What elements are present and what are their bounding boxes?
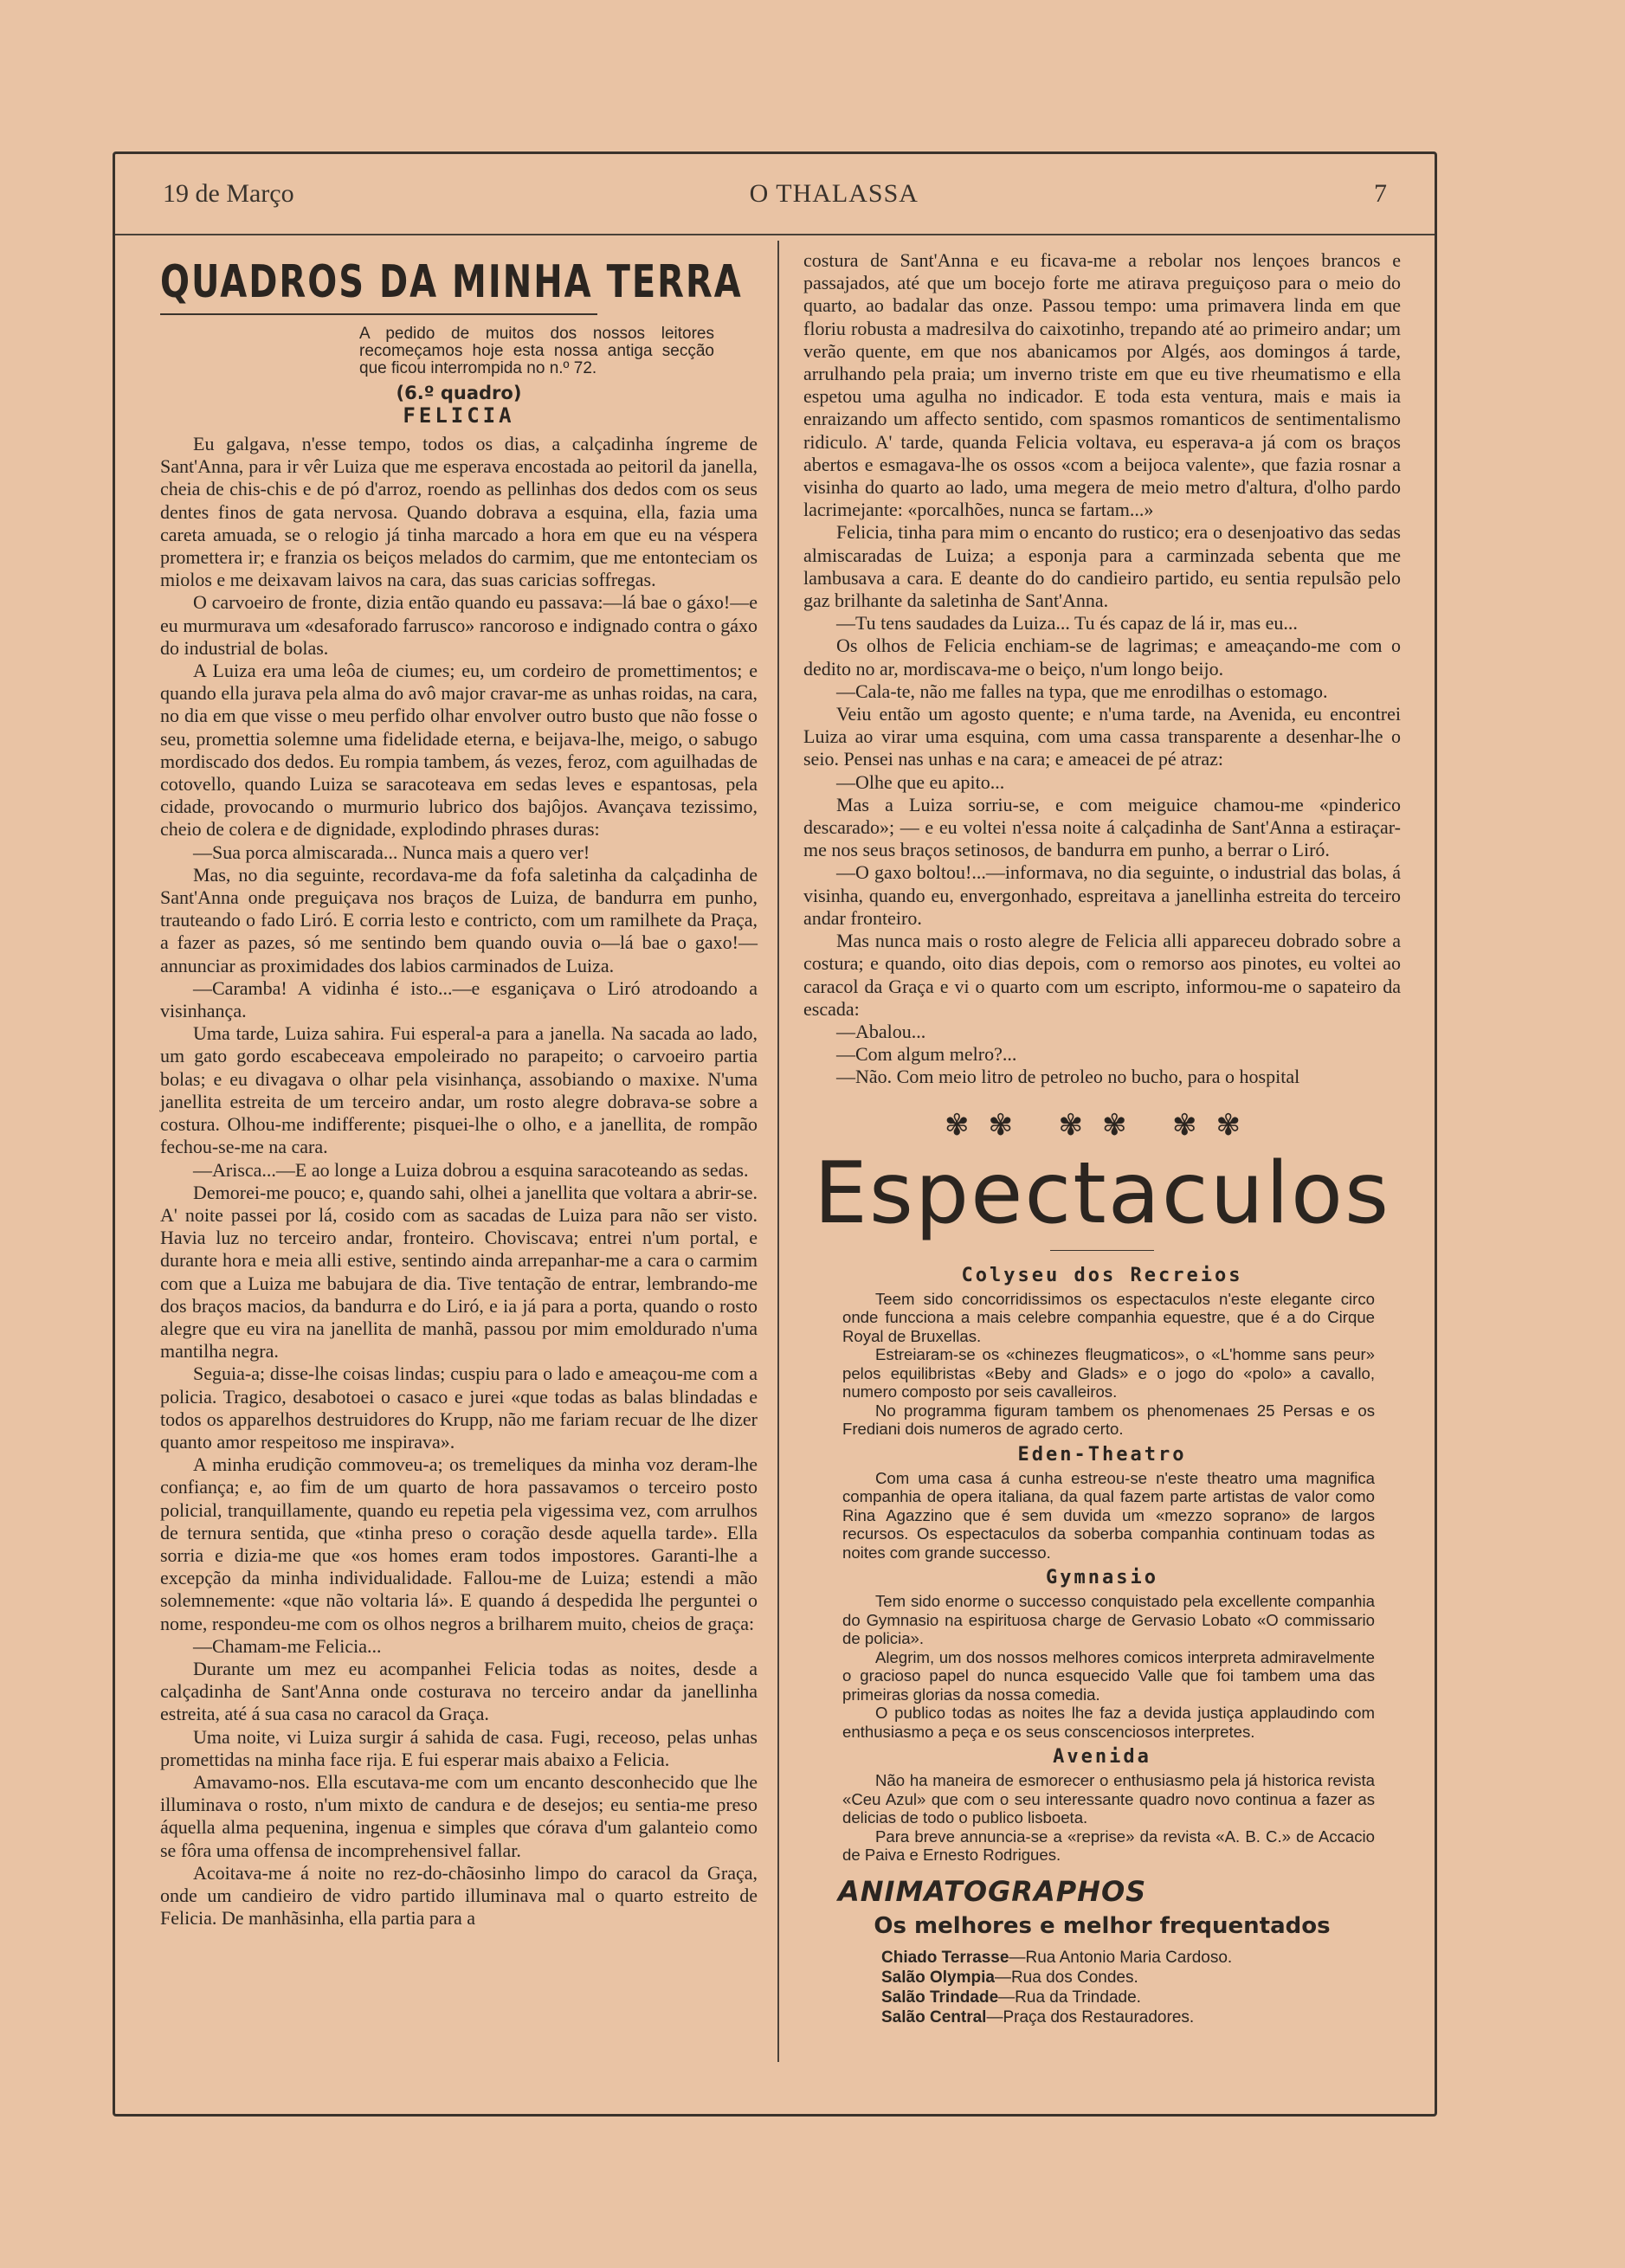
cinema-item bbox=[881, 2007, 1401, 2027]
spectacles-sections bbox=[803, 1265, 1401, 1865]
article-paragraph: Mas, no dia seguinte, recordava-me da fofa saletinha da calçadinha de Sant'Anna onde preguiçava nos braços de Luiza, de bandurra em punho, trauteando o fado Liró. E corria lesto e contricto, com um ramilhete da Praça, a fazer as pazes, só me sentindo bem quando ouvia o—lá bae o gaxo!—annunciar as proximidades dos labios carminados de Luiza. bbox=[160, 863, 758, 976]
article-paragraph: A minha erudição commoveu-a; os tremeliques da minha voz deram-lhe confiança; e, ao fim de um quarto de hora passavamos o terceiro posto policial, tranquillamente, quando eu repetia pela vigessima vez, com arrulhos de ternura sentida, que «tinha preso o coração desde aquella tarde». Ella sorria e dizia-me que «os homes eram todos impostores. Garanti-lhe a excepção da minha individualidade. Fallou-me de Luiza; estendi a mão solemnemente: «que não voltaria lá». E quando á despedida lhe perguntei o nome, respondeu-me com os olhos negros a brilharem muito, cheios de graça: bbox=[160, 1453, 758, 1634]
title-rule bbox=[160, 313, 597, 315]
article-paragraph: Eu galgava, n'esse tempo, todos os dias, a calçadinha íngreme de Sant'Anna, para ir vêr Luiza que me esperava encostada ao peitoril da janella, cheia de chis-chis e de pó d'arroz, roendo as pellinhas dos dedos com os seus dentes finos de gata nervosa. Quando dobrava a esquina, ella, fazia uma careta amuada, se o relogio já tinha marcado a hora em que eu na véspera promettera ir; e franzia os beiços melados do carmim, que me entonteciam os miolos e me deixavam laivos na cara, das suas caricias soffregas. bbox=[160, 433, 758, 591]
article-paragraph: —Olhe que eu apito... bbox=[836, 770, 1005, 793]
article-subtitle: FELICIA bbox=[403, 403, 515, 428]
section-paragraph: Teem sido concorridissimos os espectaculos n'este elegante circo onde funcciona a mais celebre companhia equestre, que é a do Cirque Royal de Bruxellas. bbox=[842, 1289, 1375, 1345]
column-divider bbox=[777, 241, 779, 2062]
article-paragraph: —Cala-te, não me falles na typa, que me enrodilhas o estomago. bbox=[836, 680, 1328, 702]
article-paragraph: —Não. Com meio litro de petroleo no bucho, para o hospital bbox=[836, 1066, 1300, 1088]
article-paragraph: —Caramba! A vidinha é isto...—e esganiçava o Liró atrodoando a visinhança. bbox=[160, 976, 758, 1022]
cinema-address: —Praça dos Restauradores. bbox=[986, 2007, 1195, 2026]
article-paragraph: —Chamam-me Felicia... bbox=[193, 1634, 382, 1657]
cinema-name: Salão Trindade bbox=[881, 1988, 999, 2007]
section-paragraph: Estreiaram-se os «chinezes fleugmaticos», o «L'homme sans peur» pelos equilibristas «Beby and Glads» e o jogo do «polo» a cavallo, numero composto por seis cavalleiros. bbox=[842, 1345, 1375, 1401]
running-header bbox=[115, 154, 1435, 235]
article-part: (6.º quadro) bbox=[396, 383, 522, 403]
section-paragraph: Não ha maneira de esmorecer o enthusiasmo pela já historica revista «Ceu Azul» que com o seu interessante quadro novo continua a fazer as delicias de todo o publico lisboeta. bbox=[842, 1771, 1375, 1827]
spectacles-title: Espectaculos bbox=[813, 1144, 1391, 1243]
spectacles-rule bbox=[1050, 1250, 1154, 1251]
cinema-address: —Rua Antonio Maria Cardoso. bbox=[1009, 1948, 1233, 1967]
cinema-address: —Rua dos Condes. bbox=[994, 1968, 1138, 1987]
section-paragraph: Com uma casa á cunha estreou-se n'este theatro uma magnifica companhia de opera italiana, da qual fazem parte artistas de valor como Rina Agazzino que é sem duvida um «mezzo soprano» de largos recursos. Os espectaculos da soberba companhia continuam todas as noites com grande successo. bbox=[842, 1468, 1375, 1562]
article-paragraph: Durante um mez eu acompanhei Felicia todas as noites, desde a calçadinha de Sant'Anna onde costurava no terceiro andar da janellinha estreita, até á sua casa no caracol da Graça. bbox=[160, 1657, 758, 1725]
article-paragraph: Acoitava-me á noite no rez-do-chãosinho limpo do caracol da Graça, onde um candieiro de vidro partido illuminava mal o quarto estreito de Felicia. De manhãsinha, ella partia para a bbox=[160, 1861, 758, 1930]
article-paragraph: —Arisca...—E ao longe a Luiza dobrou a esquina saracoteando as sedas. bbox=[193, 1158, 749, 1181]
section-paragraph: Alegrim, um dos nossos melhores comicos interpreta admiravelmente o gracioso papel do nunca esquecido Valle que foi tambem uma das primeiras glorias da nossa comedia. bbox=[842, 1647, 1375, 1704]
article-paragraph: costura de Sant'Anna e eu ficava-me a rebolar nos lençoes brancos e passajados, até que um bocejo forte me atirava preguiçoso para o meio do quarto, ao badalar das onze. Passou tempo: uma primavera linda em que floriu robusta a madresilva do caixotinho, trepando até ao primeiro andar; um verão quente, em que nos abanicamos por Algés, aos domingos á tarde, arrulhando pela praia; um inverno triste em que eu tive rheumatismo e ella espetou uma agulha no indicador. E toda esta ventura, mais e mais ia enraizando um affecto sentido, com spasmos romanticos de sentimentalismo ridiculo. A' tarde, quanda Felicia voltava, eu esperava-a já com os braços abertos e esmagava-lhe os ossos «com a beijoca valente», que fazia rosnar a visinha do quarto ao lado, uma megera de meio metro d'altura, d'olho pardo lacrimejante: «porcalhões, nunca se fartam...» bbox=[803, 249, 1401, 521]
section-paragraph: No programma figuram tambem os phenomenaes 25 Persas e os Frediani dois numeros de agrado certo. bbox=[842, 1401, 1375, 1439]
article-paragraph: Mas nunca mais o rosto alegre de Felicia alli appareceu dobrado sobre a costura; e quando, oito dias depois, com o remorso aos pinotes, eu voltei ao caracol da Graça e vi o quarto com um escripto, informou-me o sapateiro da escada: bbox=[803, 930, 1401, 1020]
cinema-item bbox=[881, 1948, 1401, 1968]
cinema-name: Salão Olympia bbox=[881, 1968, 995, 1987]
article-body-left bbox=[160, 433, 758, 1930]
article-paragraph: —Abalou... bbox=[836, 1020, 926, 1042]
page-number: 7 bbox=[1374, 179, 1387, 208]
article-paragraph: O carvoeiro de fronte, dizia então quando eu passava:—lá bae o gáxo!—e eu murmurava um «desaforado farrusco» rancoroso e indignado contra o gáxo do industrial de bolas. bbox=[160, 591, 758, 659]
article-title: QUADROS DA MINHA TERRA bbox=[160, 256, 743, 308]
section-paragraph: O publico todas as noites lhe faz a devida justiça applaudindo com enthusiasmo a peça e os seus conscenciosos interpretes. bbox=[842, 1704, 1375, 1741]
section-heading: Colyseu dos Recreios bbox=[961, 1264, 1243, 1286]
editor-note: A pedido de muitos dos nossos leitores recomeçamos hoje esta nossa antiga secção que ficou interrompida no n.º 72. bbox=[359, 325, 714, 377]
cinema-name: Chiado Terrasse bbox=[881, 1948, 1009, 1967]
article-paragraph: —Tu tens saudades da Luiza... Tu és capaz de lá ir, mas eu... bbox=[836, 612, 1298, 635]
article-paragraph: Demorei-me pouco; e, quando sahi, olhei a janellita que voltara a abrir-se. A' noite passei por lá, cosido com as sacadas de Luiza para não ser visto. Havia luz no terceiro andar, fronteiro. Choviscava; entrei n'um portal, e durante hora e meia alli estive, sentindo ainda arrepanhar-me a cara o carmim com que a Luiza me babujara de dia. Tive tentação de entrar, lembrando-me dos braços macios, da bandurra e do Liró, e ia já para a porta, quando o rosto alegre que eu vira na janellita de manhã, passou por mim emoldurado n'uma mantilha negra. bbox=[160, 1181, 758, 1363]
newspaper-title: O THALASSA bbox=[749, 179, 919, 208]
article-body-right bbox=[803, 249, 1401, 1089]
cinema-item bbox=[881, 1988, 1401, 2007]
article-paragraph: Uma tarde, Luiza sahira. Fui esperal-a para a janella. Na sacada ao lado, um gato gordo escabeceava empoleirado no parapeito; o carvoeiro partia bolas; e eu divagava o olhar pela visinhança, assobiando o maxixe. N'uma janellita estreita de um terceiro andar, um rosto alegre dobrava-se sobre a costura. Olhou-me indifferente; pisquei-lhe o olho, e a janellita, de rompão fechou-se-me na cara. bbox=[160, 1022, 758, 1158]
article-paragraph: Seguia-a; disse-lhe coisas lindas; cuspiu para o lado e ameaçou-me com a policia. Tragico, desabotoei o casaco e jurei «que todas as balas blindadas e todos os apparelhos destruidores do Krupp, não me fariam recuar de lhe dizer quanto amor respeitoso me inspirava». bbox=[160, 1363, 758, 1453]
article-paragraph: Amavamo-nos. Ella escutava-me com um encanto desconhecido que lhe illuminava o rosto, n'um mixto de candura e de desejos; eu sentia-me preso áquella alma pequenina, ingenua e simples que córava d'um galanteio como se fôra uma offensa de incomprehensivel fallar. bbox=[160, 1770, 758, 1861]
article-paragraph: —O gaxo boltou!...—informava, no dia seguinte, o industrial das bolas, á visinha, quando eu, envergonhado, espreitava a janellinha estreita do terceiro andar fronteiro. bbox=[803, 861, 1401, 929]
right-column bbox=[803, 249, 1401, 2027]
ornament-divider: ✾✾ ✾✾ ✾✾ bbox=[945, 1109, 1260, 1142]
animatographos-title: ANIMATOGRAPHOS bbox=[838, 1874, 1147, 1908]
issue-date: 19 de Março bbox=[163, 179, 294, 208]
section-paragraph: Para breve annuncia-se a «reprise» da revista «A. B. C.» de Accacio de Paiva e Ernesto Rodrigues. bbox=[842, 1827, 1375, 1865]
article-paragraph: Veiu então um agosto quente; e n'uma tarde, na Avenida, eu encontrei Luiza ao virar uma esquina, com uma cassa transparente a desenhar-lhe o seio. Pensei nas unhas e na cara; e ameacei de pé atraz: bbox=[803, 703, 1401, 770]
article-paragraph: Os olhos de Felicia enchiam-se de lagrimas; e ameaçando-me com o dedito no ar, mordiscava-me o beiço, n'um longo beijo. bbox=[803, 635, 1401, 680]
article-paragraph: Uma noite, vi Luiza surgir á sahida de casa. Fugi, receoso, pelas unhas promettidas na minha face rija. E fui esperar mais abaixo a Felicia. bbox=[160, 1725, 758, 1770]
cinema-list bbox=[803, 1948, 1401, 2027]
article-paragraph: —Com algum melro?... bbox=[836, 1043, 1017, 1066]
article-paragraph: —Sua porca almiscarada... Nunca mais a quero ver! bbox=[193, 841, 590, 863]
section-paragraph: Tem sido enorme o successo conquistado pela excellente companhia do Gymnasio na espirituosa charge de Gervasio Lobato «O commissario de policia». bbox=[842, 1592, 1375, 1648]
article-paragraph: Felicia, tinha para mim o encanto do rustico; era o desenjoativo das sedas almiscaradas de Luiza; a esponja para a carminzada sebenta que me lambusava a cara. E deante do do candieiro partido, eu sentia repulsão pelo gaz brilhante da saletinha de Sant'Anna. bbox=[803, 521, 1401, 612]
newspaper-page bbox=[113, 151, 1437, 2117]
left-column bbox=[160, 249, 758, 1930]
section-heading: Gymnasio bbox=[1046, 1567, 1158, 1589]
animatographos-subtitle: Os melhores e melhor frequentados bbox=[874, 1912, 1331, 1939]
cinema-address: —Rua da Trindade. bbox=[998, 1988, 1141, 2007]
cinema-item bbox=[881, 1968, 1401, 1988]
article-paragraph: A Luiza era uma leôa de ciumes; eu, um cordeiro de promettimentos; e quando ella jurava pela alma do avô major cravar-me as unhas roidas, na cara, no dia em que visse o meu perfido olhar envolver outro busto que não fosse o seu, promettia solemne uma fidelidade eterna, e beijava-lhe, meigo, o sabugo mordiscado dos dedos. Eu rompia tambem, ás vezes, feroz, com aguilhadas de cotovello, quando Luiza se saracoteava em sedas leves e espantosas, pela cidade, provocando o murmurio lubrico dos bajôjos. Avançava tezissimo, cheio de colera e de dignidade, explodindo phrases duras: bbox=[160, 660, 758, 841]
section-heading: Eden-Theatro bbox=[1017, 1443, 1187, 1466]
cinema-name: Salão Central bbox=[881, 2007, 987, 2026]
section-heading: Avenida bbox=[1053, 1746, 1151, 1769]
article-paragraph: Mas a Luiza sorriu-se, e com meiguice chamou-me «pinderico descarado»; — e eu voltei n'essa noite á calçadinha de Sant'Anna a estiraçar-me nos seus braços setinosos, de bandurra em punho, a berrar o Liró. bbox=[803, 793, 1401, 861]
